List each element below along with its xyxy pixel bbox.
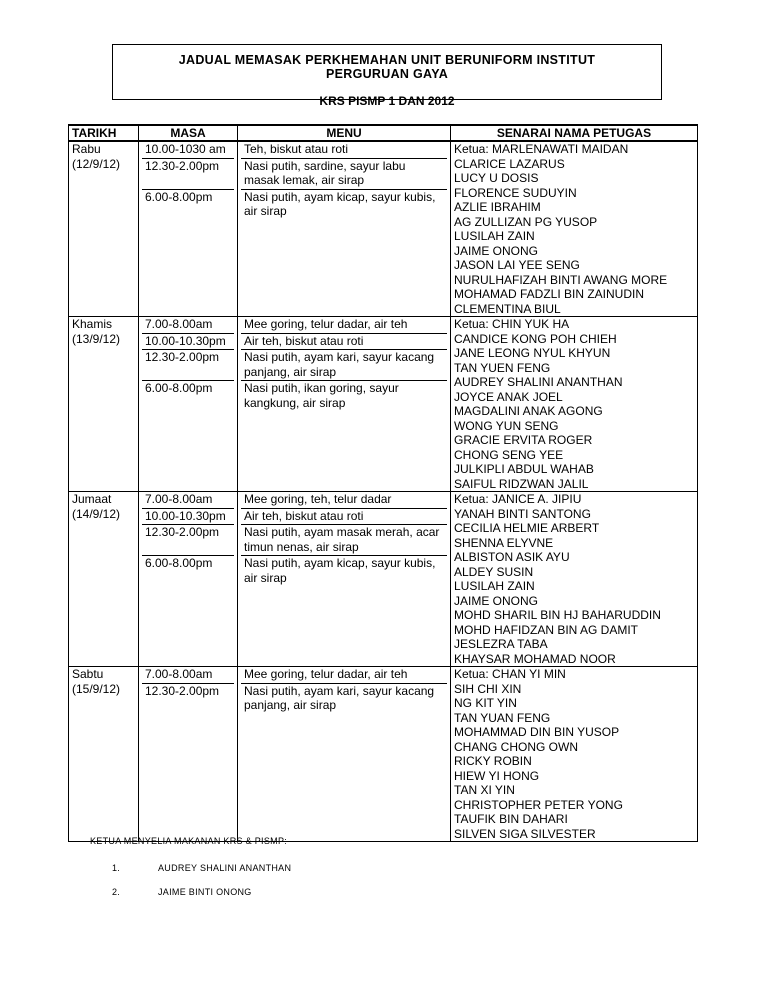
- slot-menu: Nasi putih, ayam masak merah, acar timun nenas, air sirap: [241, 525, 447, 556]
- staff-name: CLARICE LAZARUS: [454, 156, 565, 171]
- slot-menu: Nasi putih, sardine, sayur labu masak lemak, air sirap: [241, 159, 447, 190]
- footer-item-num: 1.: [112, 863, 121, 873]
- staff-name: NURULHAFIZAH BINTI AWANG MORE: [454, 272, 668, 287]
- slot-time: 10.00-10.30pm: [142, 334, 234, 351]
- staff-name: TAN YUEN FENG: [454, 360, 551, 375]
- staff-name: NG KIT YIN: [454, 696, 517, 710]
- slot-menu: Mee goring, teh, telur dadar: [241, 492, 447, 509]
- title-line-1: JADUAL MEMASAK PERKHEMAHAN UNIT BERUNIFORM INSTITUT: [178, 53, 596, 67]
- staff-name: CHRISTOPHER PETER YONG: [454, 797, 623, 812]
- slot-menu: Nasi putih, ikan goring, sayur kangkung, air sirap: [244, 381, 399, 410]
- footer-item: [90, 887, 291, 897]
- staff-name: CHANG CHONG OWN: [454, 739, 578, 754]
- header-masa: MASA: [139, 125, 238, 141]
- footer-heading: KETUA MENYELIA MAKANAN KRS & PISMP:: [90, 836, 288, 846]
- staff-name: JAIME ONONG: [454, 243, 539, 258]
- staff-name: SAIFUL RIDZWAN JALIL: [454, 476, 589, 491]
- staff-name: JASON LAI YEE SENG: [454, 258, 580, 272]
- staff-name: HIEW YI HONG: [454, 768, 540, 783]
- slot-menu: Nasi putih, ayam kicap, sayur kubis, air sirap: [244, 189, 436, 218]
- day-name: Khamis: [72, 317, 113, 331]
- staff-name: GRACIE ERVITA ROGER: [454, 433, 593, 447]
- staff-name: CLEMENTINA BIUL: [454, 301, 561, 316]
- staff-name: JANE LEONG NYUL KHYUN: [454, 346, 611, 360]
- staff-name: SHENNA ELYVNE: [454, 535, 554, 550]
- day-row: [69, 141, 698, 317]
- time-cell: [139, 492, 238, 667]
- names-cell: [451, 492, 698, 667]
- day-name: Sabtu: [72, 667, 104, 681]
- slot-time: 12.30-2.00pm: [142, 525, 234, 556]
- slot-time: 6.00-8.00pm: [145, 381, 213, 395]
- schedule-table: [68, 124, 698, 842]
- staff-name: WONG YUN SENG: [454, 418, 559, 433]
- footer-item-name: AUDREY SHALINI ANANTHAN: [158, 863, 292, 873]
- staff-name: ALBISTON ASIK AYU: [454, 550, 570, 564]
- day-row: [69, 667, 698, 842]
- staff-name: LUCY U DOSIS: [454, 171, 539, 185]
- staff-name: Ketua: JANICE A. JIPIU: [454, 492, 582, 506]
- time-cell: [139, 317, 238, 492]
- menu-cell: [238, 141, 451, 317]
- day-cell: [69, 492, 139, 667]
- staff-name: JAIME ONONG: [454, 593, 539, 608]
- table-header-row: [69, 125, 698, 141]
- staff-name: RICKY ROBIN: [454, 754, 532, 768]
- slot-menu: Teh, biskut atau roti: [241, 142, 447, 159]
- staff-name: TAN YUAN FENG: [454, 710, 551, 725]
- slot-menu: Mee goring, telur dadar, air teh: [241, 667, 447, 684]
- header-tarikh: TARIKH: [69, 125, 139, 141]
- staff-name: TAUFIK BIN DAHARI: [454, 812, 568, 826]
- slot-time: 10.00-10.30pm: [142, 509, 234, 526]
- slot-time: 12.30-2.00pm: [145, 683, 220, 698]
- day-cell: [69, 667, 139, 842]
- slot-time: 12.30-2.00pm: [142, 350, 234, 381]
- footer-item-num: 2.: [112, 887, 121, 897]
- footer: [90, 836, 291, 911]
- menu-cell: [238, 667, 451, 842]
- schedule-body: [69, 141, 698, 842]
- staff-name: Ketua: CHIN YUK HA: [454, 317, 570, 331]
- staff-name: AUDREY SHALINI ANANTHAN: [454, 375, 623, 389]
- slot-menu: Nasi putih, ayam kari, sayur kacang panjang, air sirap: [241, 350, 447, 381]
- staff-name: JOYCE ANAK JOEL: [454, 389, 563, 404]
- day-cell: [69, 141, 139, 317]
- menu-cell: [238, 317, 451, 492]
- day-name: Rabu: [72, 142, 101, 156]
- staff-name: MOHD HAFIDZAN BIN AG DAMIT: [454, 622, 639, 637]
- staff-name: SILVEN SIGA SILVESTER: [454, 826, 596, 841]
- day-cell: [69, 317, 139, 492]
- staff-name: MOHAMMAD DIN BIN YUSOP: [454, 725, 620, 739]
- menu-cell: [238, 492, 451, 667]
- slot-time: 7.00-8.00am: [142, 667, 234, 684]
- slot-time: 6.00-8.00pm: [145, 556, 213, 570]
- staff-name: AZLIE IBRAHIM: [454, 200, 541, 214]
- staff-name: JULKIPLI ABDUL WAHAB: [454, 462, 594, 476]
- staff-name: MOHD SHARIL BIN HJ BAHARUDDIN: [454, 608, 661, 622]
- title-box: [112, 44, 662, 106]
- slot-menu: Air teh, biskut atau roti: [241, 334, 447, 351]
- staff-name: Ketua: MARLENAWATI MAIDAN: [454, 142, 629, 156]
- slot-menu: Mee goring, telur dadar, air teh: [241, 317, 447, 334]
- day-row: [69, 492, 698, 667]
- slot-menu: Air teh, biskut atau roti: [241, 509, 447, 526]
- staff-name: CECILIA HELMIE ARBERT: [454, 521, 600, 535]
- day-date: (13/9/12): [72, 331, 121, 346]
- staff-name: KHAYSAR MOHAMAD NOOR: [454, 651, 616, 666]
- time-cell: [139, 667, 238, 842]
- day-date: (12/9/12): [72, 156, 121, 171]
- staff-name: JESLEZRA TABA: [454, 637, 548, 651]
- day-date: (15/9/12): [72, 681, 121, 696]
- staff-name: YANAH BINTI SANTONG: [454, 506, 591, 521]
- slot-time: 10.00-1030 am: [142, 142, 234, 159]
- staff-name: FLORENCE SUDUYIN: [454, 185, 577, 200]
- footer-item: [90, 863, 291, 873]
- names-cell: [451, 667, 698, 842]
- slot-menu: Nasi putih, ayam kari, sayur kacang panjang, air sirap: [244, 683, 435, 712]
- day-row: [69, 317, 698, 492]
- staff-name: TAN XI YIN: [454, 783, 515, 797]
- staff-name: AG ZULLIZAN PG YUSOP: [454, 214, 598, 229]
- header-menu: MENU: [238, 125, 451, 141]
- header-petugas: SENARAI NAMA PETUGAS: [451, 125, 698, 141]
- slot-time: 7.00-8.00am: [142, 317, 234, 334]
- names-cell: [451, 317, 698, 492]
- staff-name: LUSILAH ZAIN: [454, 579, 535, 593]
- day-date: (14/9/12): [72, 506, 121, 521]
- staff-name: MAGDALINI ANAK AGONG: [454, 404, 603, 418]
- slot-time: 6.00-8.00pm: [145, 189, 213, 204]
- staff-name: SIH CHI XIN: [454, 681, 522, 696]
- footer-item-name: JAIME BINTI ONONG: [158, 887, 252, 897]
- title-line-3-cut: KRS PISMP 1 DAN 2012: [319, 94, 455, 106]
- names-cell: [451, 141, 698, 317]
- staff-name: LUSILAH ZAIN: [454, 229, 535, 243]
- staff-name: CANDICE KONG POH CHIEH: [454, 331, 617, 346]
- slot-time: 7.00-8.00am: [142, 492, 234, 509]
- staff-name: Ketua: CHAN YI MIN: [454, 667, 566, 681]
- slot-menu: Nasi putih, ayam kicap, sayur kubis, air sirap: [244, 556, 436, 585]
- day-name: Jumaat: [72, 492, 112, 506]
- title-line-2: PERGURUAN GAYA: [325, 67, 449, 81]
- slot-time: 12.30-2.00pm: [142, 159, 234, 190]
- staff-name: MOHAMAD FADZLI BIN ZAINUDIN: [454, 287, 645, 301]
- time-cell: [139, 141, 238, 317]
- staff-name: ALDEY SUSIN: [454, 564, 534, 579]
- staff-name: CHONG SENG YEE: [454, 447, 564, 462]
